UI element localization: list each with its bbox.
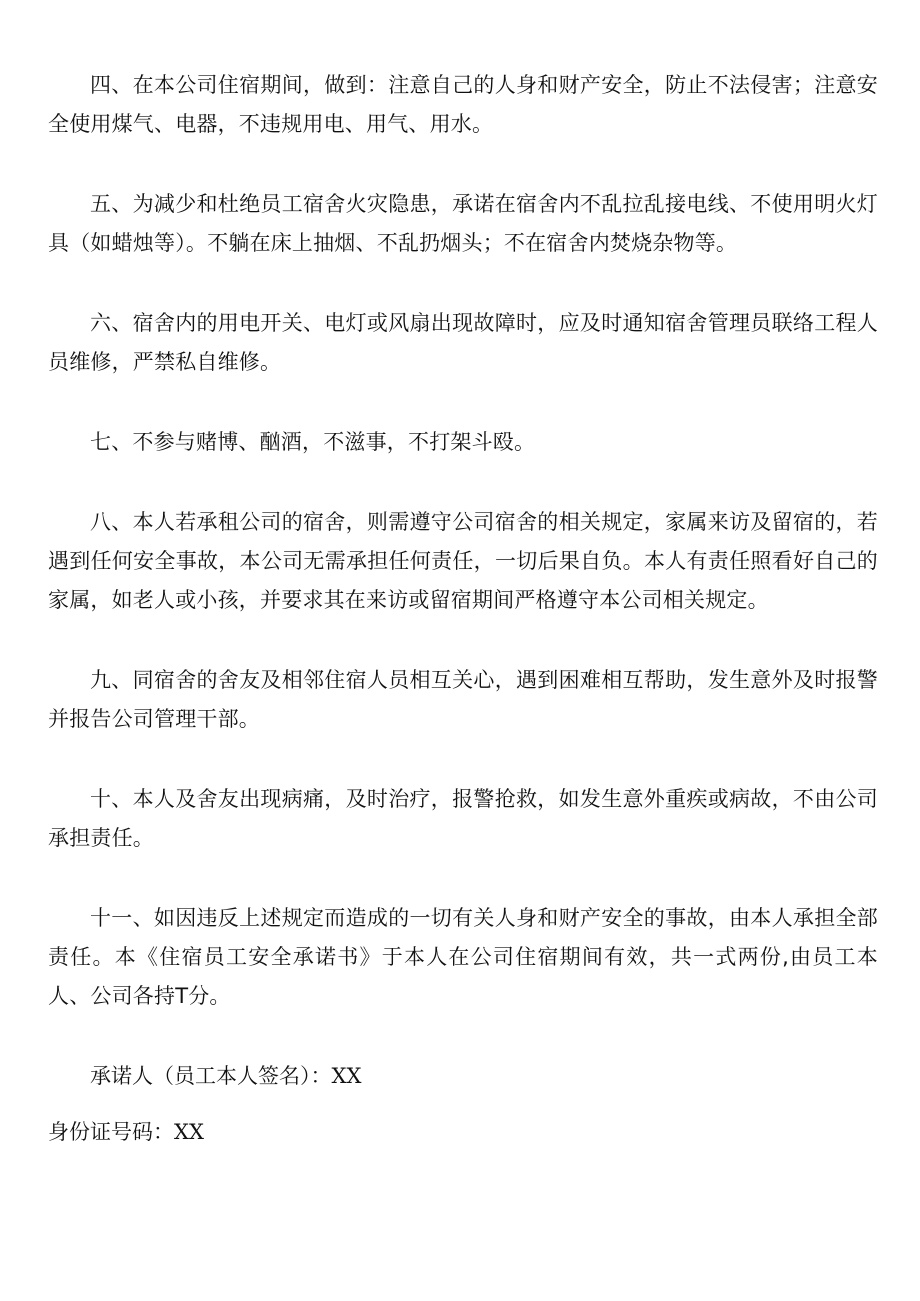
clause-5: 五、为减少和杜绝员工宿舍火灾隐患，承诺在宿舍内不乱拉乱接电线、不使用明火灯具（如蜡烛等）。不躺在床上抽烟、不乱扔烟头；不在宿舍内焚烧杂物等。 bbox=[48, 192, 878, 255]
promisor-label: 承诺人（员工本人签名）： bbox=[90, 1064, 332, 1088]
id-number-line bbox=[48, 1113, 878, 1152]
promisor-signature-line bbox=[48, 1057, 878, 1096]
promisor-value: XX bbox=[331, 1064, 362, 1088]
document-body bbox=[48, 66, 878, 1152]
clause-8: 八、本人若承租公司的宿舍，则需遵守公司宿舍的相关规定，家属来访及留宿的，若遇到任何安全事故，本公司无需承担任何责任，一切后果自负。本人有责任照看好自己的家属，如老人或小孩，并要求其在来访或留宿期间严格遵守本公司相关规定。 bbox=[48, 510, 878, 612]
clause-9: 九、同宿舍的舍友及相邻住宿人员相互关心，遇到困难相互帮助，发生意外及时报警并报告公司管理干部。 bbox=[48, 668, 878, 731]
id-number-label: 身份证号码： bbox=[48, 1120, 174, 1144]
clause-7: 七、不参与赌博、酗酒，不滋事，不打架斗殴。 bbox=[90, 430, 536, 454]
clause-6: 六、宿舍内的用电开关、电灯或风扇出现故障时，应及时通知宿舍管理员联络工程人员维修，严禁私自维修。 bbox=[48, 311, 878, 374]
clause-4: 四、在本公司住宿期间，做到：注意自己的人身和财产安全，防止不法侵害；注意安全使用煤气、电器，不违规用电、用气、用水。 bbox=[48, 73, 878, 136]
clause-11: 十一、如因违反上述规定而造成的一切有关人身和财产安全的事故，由本人承担全部责任。本《住宿员工安全承诺书》于本人在公司住宿期间有效，共一式两份,由员工本人、公司各持T分。 bbox=[48, 906, 878, 1008]
id-number-value: XX bbox=[174, 1120, 204, 1144]
clause-10: 十、本人及舍友出现病痛，及时治疗，报警抢救，如发生意外重疾或病故，不由公司承担责任。 bbox=[48, 787, 878, 850]
